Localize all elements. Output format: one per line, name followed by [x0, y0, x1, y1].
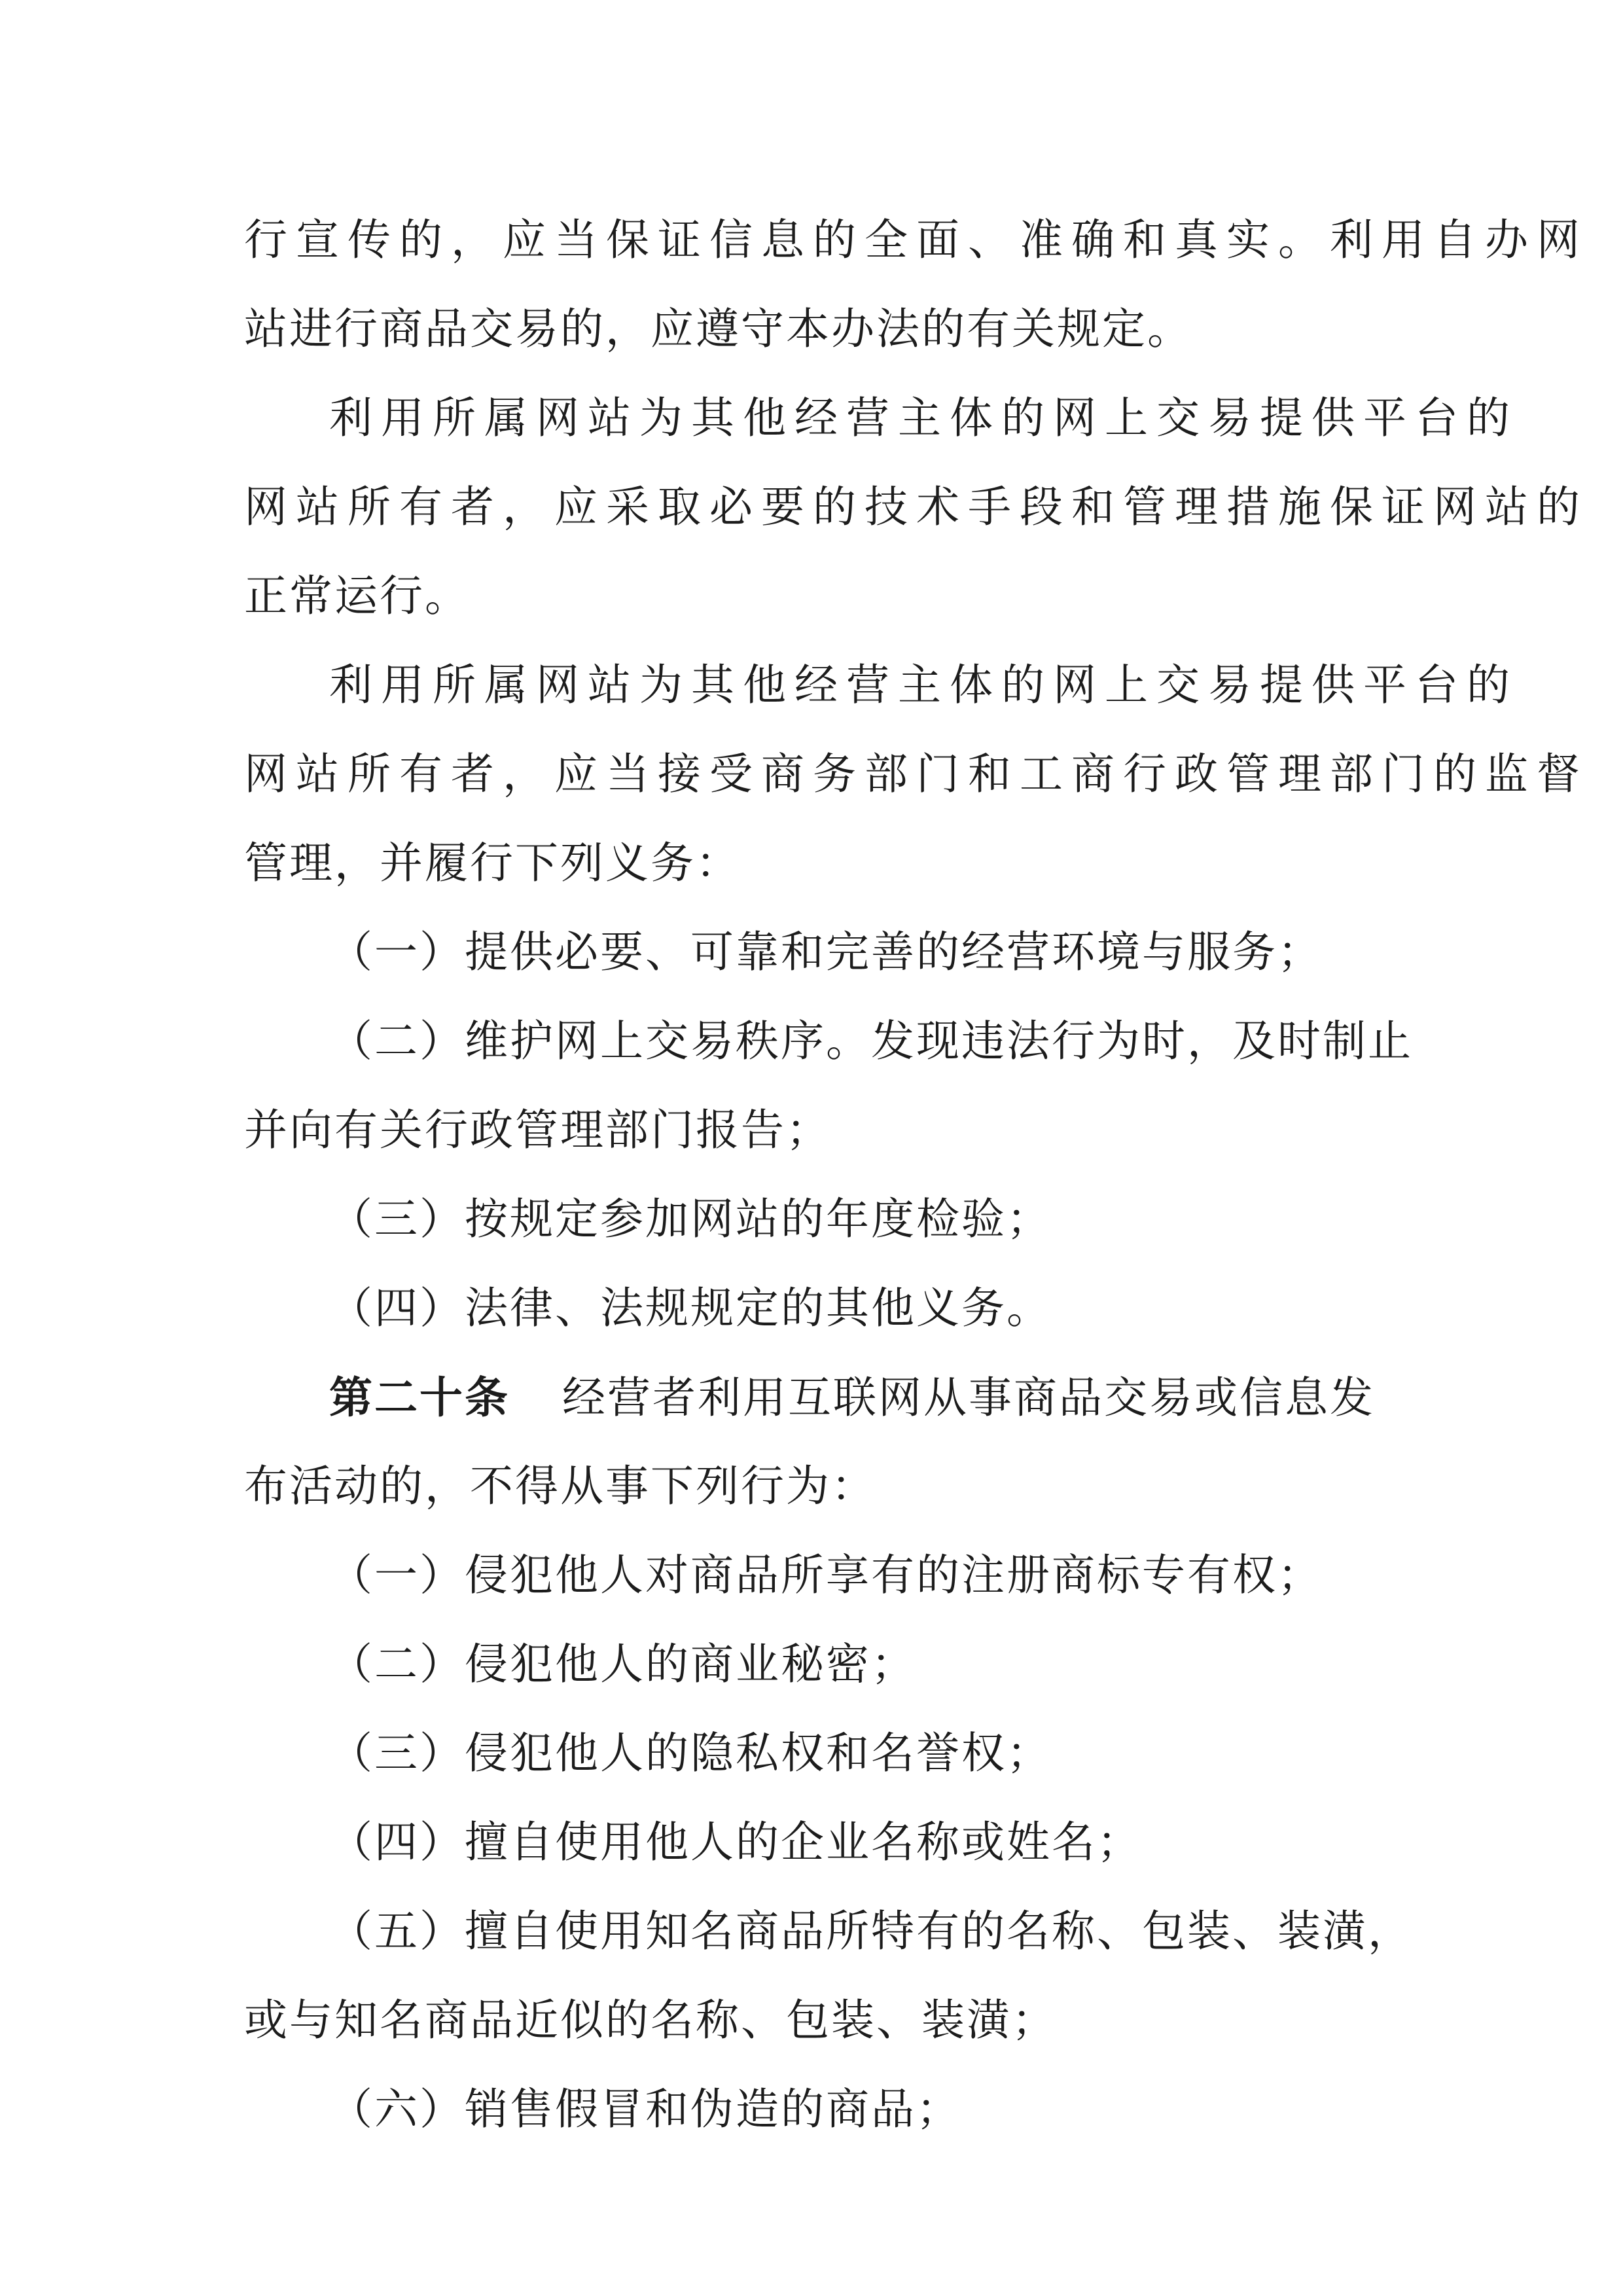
text-line: 管理，并履行下列义务： [244, 838, 741, 888]
list-item: （四）法律、法规规定的其他义务。 [329, 1283, 1052, 1333]
list-item: （二）侵犯他人的商业秘密； [329, 1639, 916, 1689]
article-text: 经营者利用互联网从事商品交易或信息发 [562, 1372, 1375, 1423]
text-line: 网站所有者，应当接受商务部门和工商行政管理部门的监督 [244, 749, 1588, 799]
list-item: （三）侵犯他人的隐私权和名誉权； [329, 1728, 1052, 1778]
article-heading: 第二十条 [329, 1372, 510, 1423]
list-item: （六）销售假冒和伪造的商品； [329, 2084, 961, 2134]
text-line: 行宣传的，应当保证信息的全面、准确和真实。利用自办网 [244, 215, 1588, 265]
text-line: 正常运行。 [244, 571, 470, 621]
article-line [329, 1368, 1375, 1427]
text-line: 站进行商品交易的，应遵守本办法的有关规定。 [244, 304, 1192, 354]
text-line: 利用所属网站为其他经营主体的网上交易提供平台的 [329, 393, 1518, 443]
list-item: （五）擅自使用知名商品所特有的名称、包装、装潢， [329, 1906, 1413, 1956]
list-item: （一）侵犯他人对商品所享有的注册商标专有权； [329, 1550, 1323, 1600]
list-item: （三）按规定参加网站的年度检验； [329, 1194, 1052, 1244]
text-line: 布活动的，不得从事下列行为： [244, 1461, 876, 1511]
text-line: 网站所有者，应采取必要的技术手段和管理措施保证网站的 [244, 482, 1588, 532]
text-line: 利用所属网站为其他经营主体的网上交易提供平台的 [329, 660, 1518, 710]
list-item: （二）维护网上交易秩序。发现违法行为时，及时制止 [329, 1016, 1413, 1066]
list-item-continuation: 并向有关行政管理部门报告； [244, 1105, 831, 1155]
list-item-continuation: 或与知名商品近似的名称、包装、装潢； [244, 1995, 1057, 2045]
list-item: （一）提供必要、可靠和完善的经营环境与服务； [329, 927, 1323, 977]
list-item: （四）擅自使用他人的企业名称或姓名； [329, 1817, 1142, 1867]
